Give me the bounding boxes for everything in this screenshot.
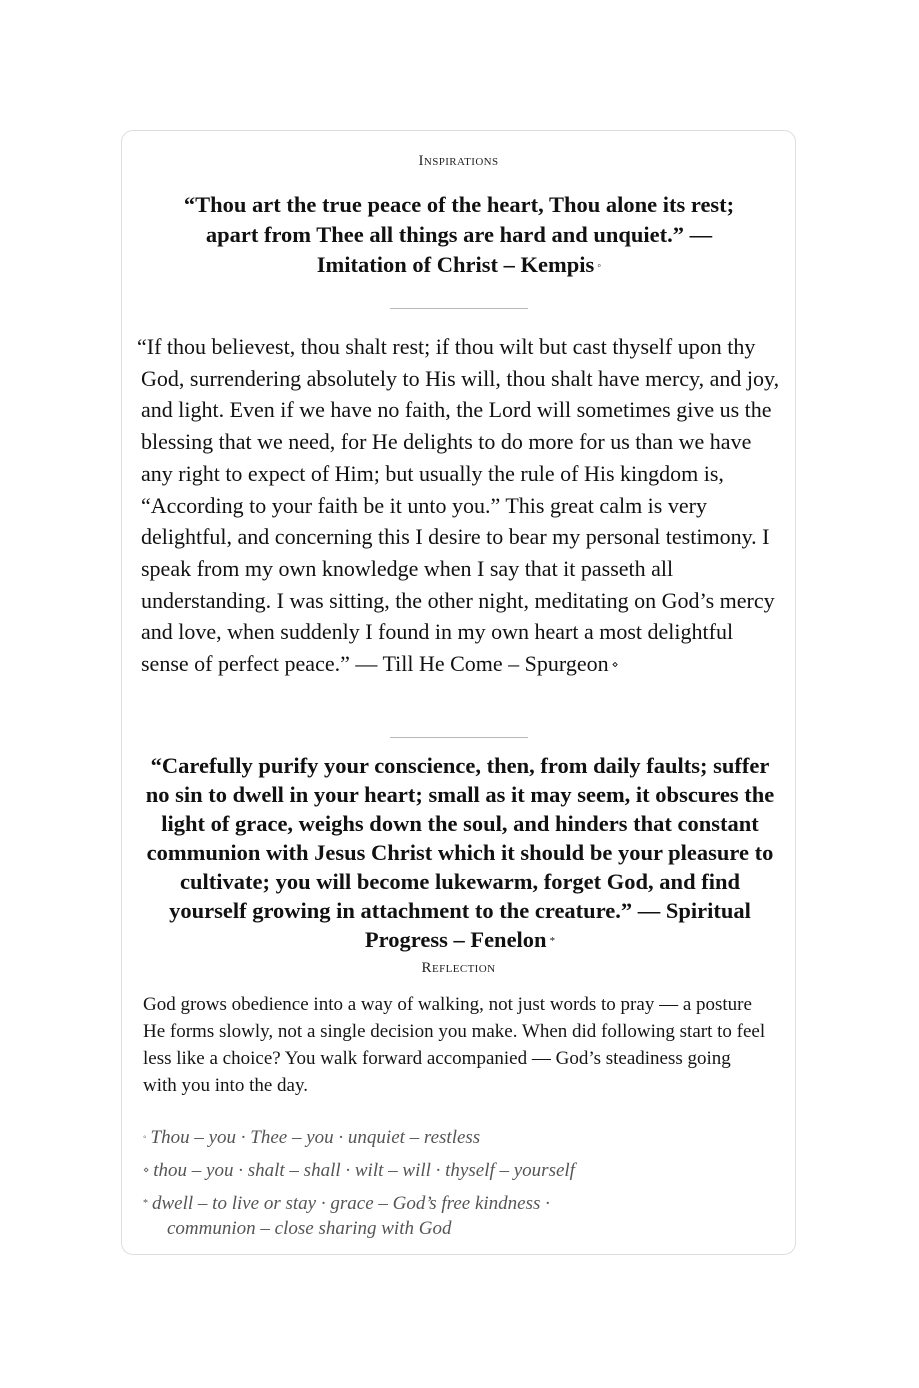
divider <box>390 737 528 738</box>
gloss-text: dwell – to live or stay · grace – God’s free kindness · <box>152 1193 550 1214</box>
reflection-text: God grows obedience into a way of walking, not just words to pray — a posture He forms slowly, not a single decision you make. When did following start to feel less like a choice? You walk forward accompanied — God’s steadiness going with you into the day. <box>143 994 766 1096</box>
gloss-marker-asterisk: * <box>143 1198 148 1209</box>
quote-fenelon <box>142 751 778 956</box>
gloss-marker-circle: ◦ <box>143 1132 147 1143</box>
gloss-text: Thou – you · Thee – you · unquiet – restless <box>150 1127 481 1148</box>
gloss-text: thou – you · shalt – shall · wilt – will · thyself – yourself <box>153 1160 575 1181</box>
gloss-text-continued: communion – close sharing with God <box>167 1218 452 1239</box>
quote-spurgeon-text: “If thou believest, thou shalt rest; if thou wilt but cast thyself upon thy God, surrendering absolutely to His will, thou shalt have mercy, and joy, and light. Even if we have no faith, the Lord will sometimes give us the blessing that we need, for He delights to do more for us than we have any right to expect of Him; but usually the rule of His kingdom is, “According to your faith be it unto you.” This great calm is very delightful, and concerning this I desire to bear my personal testimony. I speak from my own knowledge when I say that it passeth all understanding. I was sitting, the other night, meditating on God’s mercy and love, when suddenly I found in my own heart a most delightful sense of perfect peace.” — Till He Come – Spurgeon <box>137 334 780 677</box>
gloss-note <box>143 1158 575 1183</box>
gloss-marker-diamond: ⋄ <box>143 1165 150 1176</box>
quote-fenelon-text: “Carefully purify your conscience, then, from daily faults; suffer no sin to dwell in your heart; small as it may seem, it obscures the light of grace, weighs down the soul, and hinders that constant communion with Jesus Christ which it should be your pleasure to cultivate; you will become lukewarm, forget God, and find yourself growing in attachment to the creature.” — Spiritual Progress – Fenelon <box>145 753 775 952</box>
gloss-marker-asterisk: * <box>549 935 556 947</box>
reflection-title: Reflection <box>421 960 496 976</box>
section-title: Inspirations <box>418 153 499 169</box>
gloss-marker-diamond: ⋄ <box>611 659 619 672</box>
quote-kempis <box>160 190 758 281</box>
inspiration-card <box>121 130 796 1255</box>
gloss-note <box>143 1125 480 1150</box>
quote-kempis-text: “Thou art the true peace of the heart, Thou alone its rest; apart from Thee all things are hard and unquiet.” — Imitation of Christ – Kempis <box>183 192 735 277</box>
divider <box>390 308 528 309</box>
quote-spurgeon <box>137 331 781 682</box>
gloss-note <box>143 1191 550 1241</box>
gloss-marker-circle: ◦ <box>597 260 602 272</box>
